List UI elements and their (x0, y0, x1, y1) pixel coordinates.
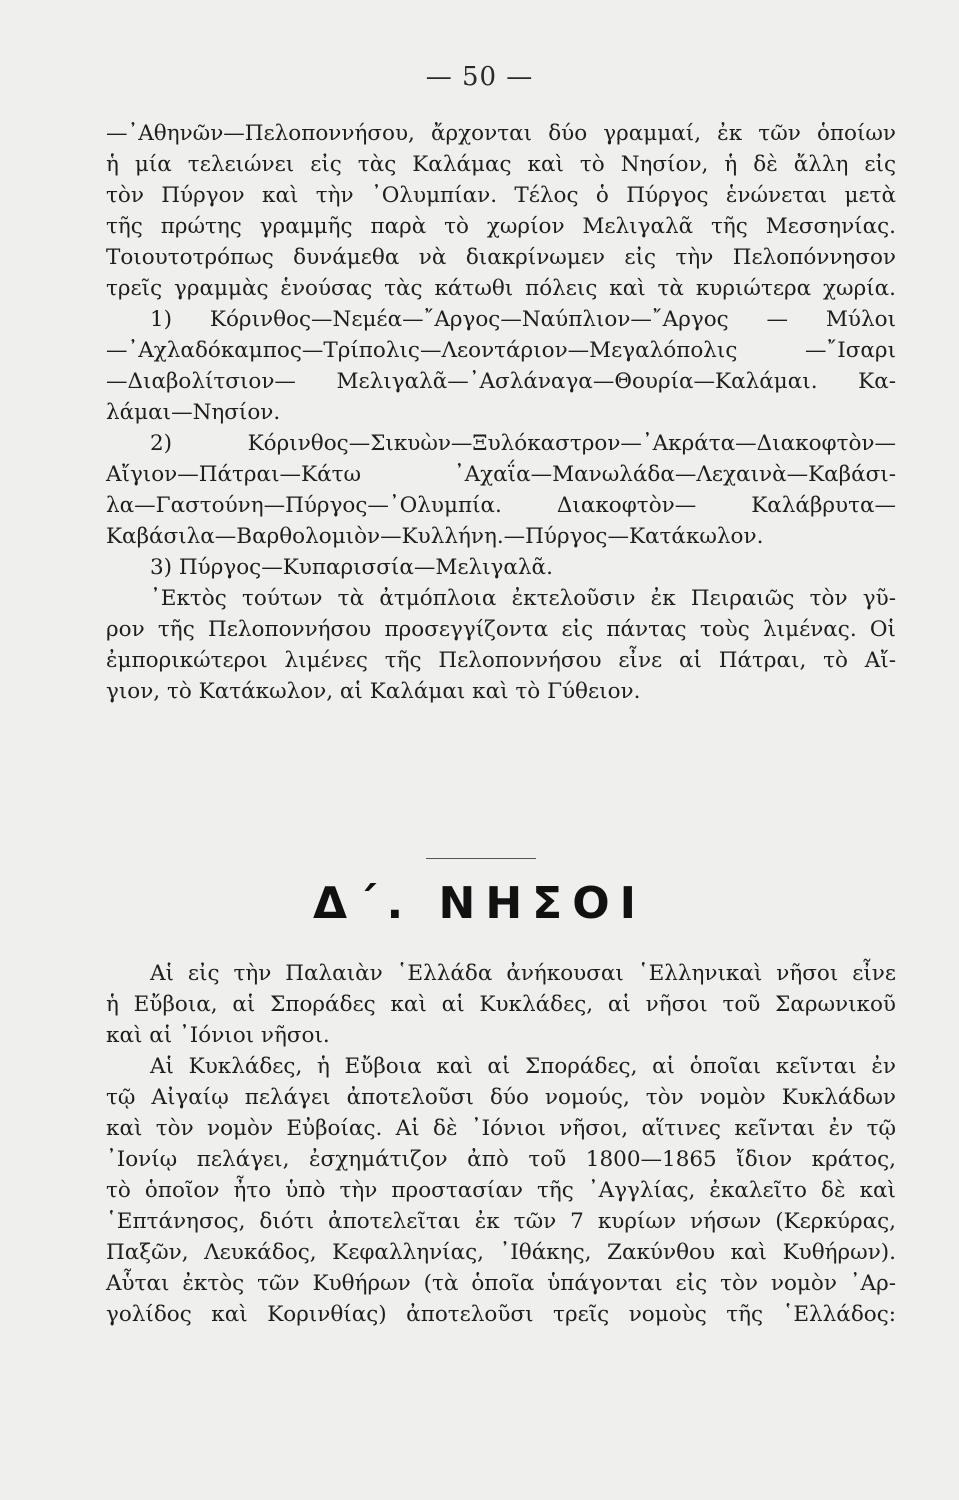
text-line: Αὗται ἐκτὸς τῶν Κυθήρων (τὰ ὁποῖα ὑπάγονται εἰς τὸν νομὸν ᾽Αρ- (106, 1271, 896, 1296)
text-line: —᾽Αχλαδόκαμπος—Τρίπολις—Λεοντάριον—Μεγαλόπολις —῎Ισαρι (106, 338, 896, 363)
text-line: λα—Γαστούνη—Πύργος—᾽Ολυμπία. Διακοφτὸν— Καλάβρυτα— (106, 493, 896, 518)
text-line: Καβάσιλα—Βαρθολομιὸν—Κυλλήνη.—Πύργος—Κατάκωλον. (106, 524, 764, 549)
text-line: ρον τῆς Πελοποννήσου προσεγγίζοντα εἰς πάντας τοὺς λιμένας. Οἱ (106, 617, 896, 642)
text-line: τὸ ὁποῖον ἦτο ὑπὸ τὴν προστασίαν τῆς ᾽Αγγλίας, ἐκαλεῖτο δὲ καὶ (106, 1178, 896, 1203)
text-line: καὶ τὸν νομὸν Εὐβοίας. Αἱ δὲ ᾽Ιόνιοι νῆσοι, αἵτινες κεῖνται ἐν τῷ (106, 1116, 896, 1141)
text-line: 1) Κόρινθος—Νεμέα—῎Αργος—Ναύπλιον—῎Αργος — Μύλοι (150, 307, 896, 332)
text-line: 3) Πύργος—Κυπαρισσία—Μελιγαλᾶ. (150, 555, 553, 580)
text-line: ἡ μία τελειώνει εἰς τὰς Καλάμας καὶ τὸ Νησίον, ἡ δὲ ἄλλη εἰς (106, 152, 896, 177)
section-divider (426, 858, 536, 859)
text-line: τῷ Αἰγαίῳ πελάγει ἀποτελοῦσι δύο νομούς, τὸν νομὸν Κυκλάδων (106, 1085, 896, 1110)
top-text-block (106, 118, 896, 707)
text-line: ᾽Ιονίῳ πελάγει, ἐσχημάτιζον ἀπὸ τοῦ 1800—1865 ἴδιον κράτος, (106, 1147, 896, 1172)
text-line: Αἱ Κυκλάδες, ἡ Εὔβοια καὶ αἱ Σποράδες, αἱ ὁποῖαι κεῖνται ἐν (150, 1054, 896, 1079)
text-line: 2) Κόρινθος—Σικυὼν—Ξυλόκαστρον—᾽Ακράτα—Διακοφτὸν— (150, 431, 896, 456)
text-line: λάμαι—Νησίον. (106, 400, 281, 425)
text-line: Παξῶν, Λευκάδος, Κεφαλληνίας, ᾽Ιθάκης, Ζακύνθου καὶ Κυθήρων). (106, 1240, 896, 1265)
section-heading: Δ΄. ΝΗΣΟΙ (313, 878, 646, 929)
text-line: ἡ Εὔβοια, αἱ Σποράδες καὶ αἱ Κυκλάδες, αἱ νῆσοι τοῦ Σαρωνικοῦ (106, 992, 896, 1017)
text-line: —᾽Αθηνῶν—Πελοποννήσου, ἄρχονται δύο γραμμαί, ἐκ τῶν ὁποίων (106, 121, 896, 146)
text-line: ἐμπορικώτεροι λιμένες τῆς Πελοποννήσου εἶνε αἱ Πάτραι, τὸ Αἴ- (106, 648, 896, 673)
text-line: γολίδος καὶ Κορινθίας) ἀποτελοῦσι τρεῖς νομοὺς τῆς ῾Ελλάδος: (106, 1302, 896, 1327)
text-line: τῆς πρώτης γραμμῆς παρὰ τὸ χωρίον Μελιγαλᾶ τῆς Μεσσηνίας. (106, 214, 896, 239)
text-line: Αἱ εἰς τὴν Παλαιὰν ῾Ελλάδα ἀνήκουσαι ῾Ελληνικαὶ νῆσοι εἶνε (150, 961, 896, 986)
page-number: — 50 — (425, 62, 534, 92)
bottom-text-block (106, 958, 896, 1330)
text-line: ῾Επτάνησος, διότι ἀποτελεῖται ἐκ τῶν 7 κυρίων νήσων (Κερκύρας, (106, 1209, 896, 1234)
text-line: γιον, τὸ Κατάκωλον, αἱ Καλάμαι καὶ τὸ Γύθειον. (106, 679, 641, 704)
text-line: Αἴγιον—Πάτραι—Κάτω ᾽Αχαΐα—Μανωλάδα—Λεχαινὰ—Καβάσι- (106, 462, 896, 487)
text-line: καὶ αἱ ᾽Ιόνιοι νῆσοι. (106, 1023, 330, 1048)
text-line: τὸν Πύργον καὶ τὴν ᾽Ολυμπίαν. Τέλος ὁ Πύργος ἑνώνεται μετὰ (106, 183, 896, 208)
text-line: —Διαβολίτσιον— Μελιγαλᾶ—᾽Ασλάναγα—Θουρία—Καλάμαι. Κα- (106, 369, 896, 394)
text-line: τρεῖς γραμμὰς ἑνούσας τὰς κάτωθι πόλεις καὶ τὰ κυριώτερα χωρία. (106, 276, 896, 301)
text-line: ᾽Εκτὸς τούτων τὰ ἀτμόπλοια ἐκτελοῦσιν ἐκ Πειραιῶς τὸν γῦ- (150, 586, 896, 611)
text-line: Τοιουτοτρόπως δυνάμεθα νὰ διακρίνωμεν εἰς τὴν Πελοπόννησον (106, 245, 896, 270)
